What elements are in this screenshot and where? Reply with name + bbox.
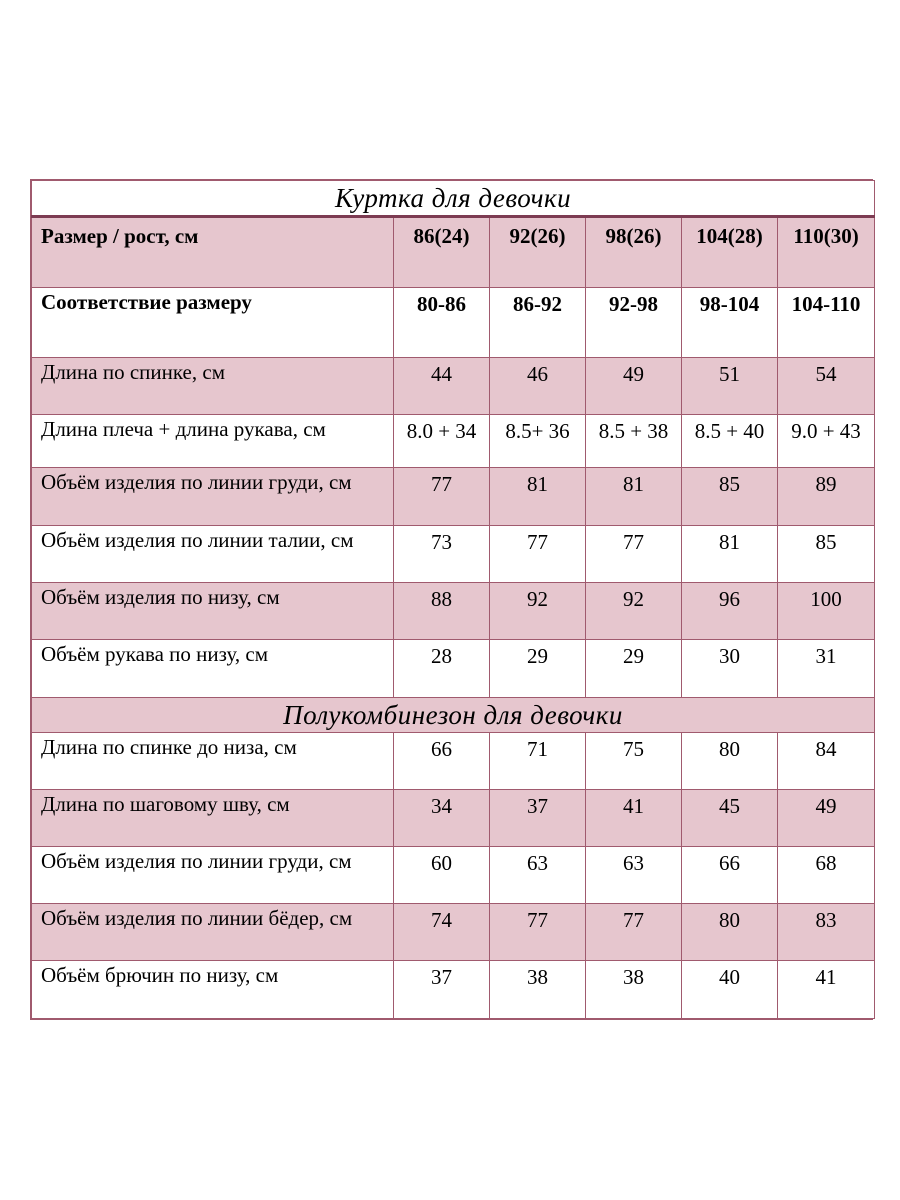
cell: 38 (586, 961, 682, 1019)
cell: 8.0 + 34 (394, 415, 490, 468)
cell: 80-86 (394, 288, 490, 358)
cell: 84 (778, 733, 875, 790)
table-row (32, 288, 875, 358)
cell: 89 (778, 468, 875, 526)
size-table (31, 180, 875, 1019)
row-label: Объём рукава по низу, см (32, 640, 394, 698)
cell: 85 (682, 468, 778, 526)
cell: 80 (682, 733, 778, 790)
cell: 46 (490, 358, 586, 415)
cell: 63 (586, 847, 682, 904)
table-row (32, 358, 875, 415)
table-row (32, 526, 875, 583)
cell: 92 (490, 583, 586, 640)
overalls-title-row (32, 698, 875, 733)
size-header: 104(28) (682, 217, 778, 288)
cell: 37 (394, 961, 490, 1019)
cell: 31 (778, 640, 875, 698)
cell: 34 (394, 790, 490, 847)
row-label: Объём изделия по линии груди, см (32, 847, 394, 904)
cell: 9.0 + 43 (778, 415, 875, 468)
row-label: Объём изделия по линии груди, см (32, 468, 394, 526)
cell: 29 (490, 640, 586, 698)
cell: 81 (586, 468, 682, 526)
cell: 88 (394, 583, 490, 640)
cell: 45 (682, 790, 778, 847)
size-header: 92(26) (490, 217, 586, 288)
cell: 86-92 (490, 288, 586, 358)
cell: 68 (778, 847, 875, 904)
cell: 77 (394, 468, 490, 526)
cell: 77 (490, 526, 586, 583)
cell: 37 (490, 790, 586, 847)
cell: 41 (586, 790, 682, 847)
cell: 77 (586, 904, 682, 961)
cell: 40 (682, 961, 778, 1019)
cell: 77 (490, 904, 586, 961)
row-label: Объём изделия по линии талии, см (32, 526, 394, 583)
cell: 66 (682, 847, 778, 904)
cell: 75 (586, 733, 682, 790)
table-row (32, 733, 875, 790)
table-row (32, 790, 875, 847)
cell: 30 (682, 640, 778, 698)
cell: 8.5 + 40 (682, 415, 778, 468)
cell: 66 (394, 733, 490, 790)
cell: 80 (682, 904, 778, 961)
cell: 71 (490, 733, 586, 790)
row-label: Объём брючин по низу, см (32, 961, 394, 1019)
cell: 44 (394, 358, 490, 415)
size-header: 86(24) (394, 217, 490, 288)
cell: 96 (682, 583, 778, 640)
cell: 38 (490, 961, 586, 1019)
table-row (32, 217, 875, 288)
table-row (32, 583, 875, 640)
cell: 92 (586, 583, 682, 640)
jacket-title: Куртка для девочки (32, 181, 875, 217)
cell: 85 (778, 526, 875, 583)
cell: 8.5+ 36 (490, 415, 586, 468)
header-label: Размер / рост, см (32, 217, 394, 288)
cell: 8.5 + 38 (586, 415, 682, 468)
cell: 28 (394, 640, 490, 698)
cell: 104-110 (778, 288, 875, 358)
cell: 51 (682, 358, 778, 415)
jacket-title-row (32, 181, 875, 217)
cell: 60 (394, 847, 490, 904)
row-label: Длина по шаговому шву, см (32, 790, 394, 847)
cell: 74 (394, 904, 490, 961)
cell: 92-98 (586, 288, 682, 358)
table-row (32, 904, 875, 961)
table-row (32, 640, 875, 698)
cell: 63 (490, 847, 586, 904)
size-chart (30, 179, 873, 1020)
cell: 77 (586, 526, 682, 583)
cell: 98-104 (682, 288, 778, 358)
cell: 54 (778, 358, 875, 415)
cell: 73 (394, 526, 490, 583)
cell: 83 (778, 904, 875, 961)
cell: 81 (682, 526, 778, 583)
cell: 41 (778, 961, 875, 1019)
table-row (32, 961, 875, 1019)
table-row (32, 415, 875, 468)
row-label: Объём изделия по линии бёдер, см (32, 904, 394, 961)
table-row (32, 847, 875, 904)
cell: 49 (586, 358, 682, 415)
size-header: 98(26) (586, 217, 682, 288)
row-label: Длина по спинке до низа, см (32, 733, 394, 790)
cell: 100 (778, 583, 875, 640)
cell: 29 (586, 640, 682, 698)
row-label: Соответствие размеру (32, 288, 394, 358)
cell: 49 (778, 790, 875, 847)
row-label: Объём изделия по низу, см (32, 583, 394, 640)
row-label: Длина плеча + длина рукава, см (32, 415, 394, 468)
cell: 81 (490, 468, 586, 526)
overalls-title: Полукомбинезон для девочки (32, 698, 875, 733)
size-header: 110(30) (778, 217, 875, 288)
row-label: Длина по спинке, см (32, 358, 394, 415)
table-row (32, 468, 875, 526)
